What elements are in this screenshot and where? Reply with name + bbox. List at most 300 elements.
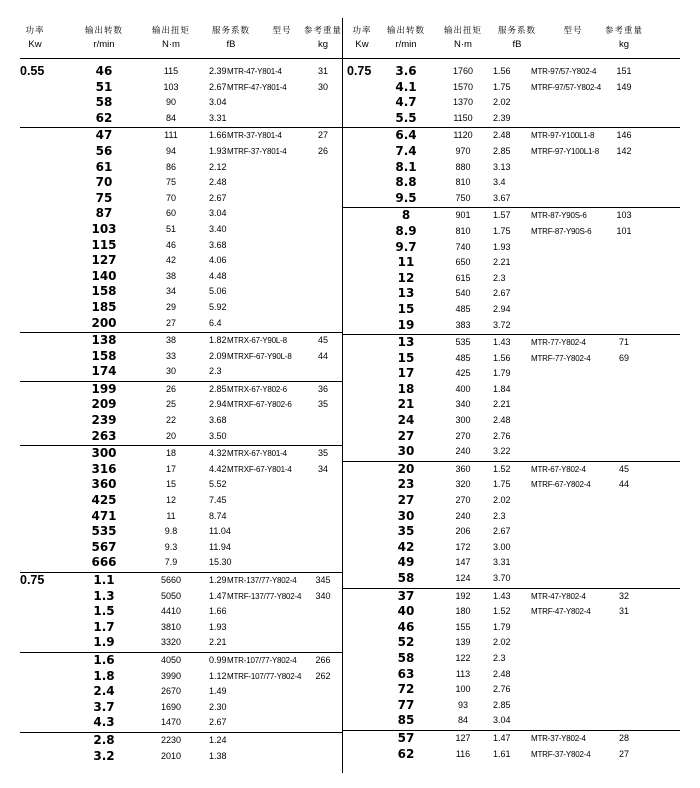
speed-cell: 3.6 [395, 64, 417, 78]
power-cell: 0.75 [20, 573, 45, 587]
torque-cell: 1570 [452, 81, 474, 92]
header-power-cn: 功率 [352, 26, 372, 36]
header-torque-cn: 输出扭矩 [151, 26, 190, 36]
torque-cell: 94 [165, 145, 176, 156]
table-row [20, 144, 342, 160]
factor-cell: 2.3 [493, 652, 506, 663]
factor-cell: 2.48 [493, 130, 511, 141]
speed-cell: 12 [397, 270, 415, 285]
header-weight-en: kg [317, 39, 329, 50]
speed-cell: 209 [91, 397, 117, 412]
factor-cell: 1.52 [493, 606, 511, 617]
table-row [20, 669, 342, 685]
row-group [20, 64, 342, 128]
torque-cell: 880 [455, 161, 471, 172]
table-row [343, 635, 680, 651]
weight-cell: 27 [618, 748, 629, 759]
table-row [20, 349, 342, 365]
torque-cell: 86 [165, 161, 176, 172]
table-row [343, 413, 680, 429]
table-row [20, 397, 342, 413]
speed-cell: 58 [397, 650, 415, 665]
weight-cell: 31 [317, 66, 328, 76]
torque-cell: 155 [455, 621, 471, 632]
table-row [343, 493, 680, 509]
model-cell: MTR-47-Y802-4 [531, 591, 586, 601]
factor-cell: 3.31 [209, 112, 227, 123]
table-row [343, 382, 680, 398]
table-row [343, 651, 680, 667]
torque-cell: 485 [455, 303, 471, 314]
torque-cell: 810 [455, 177, 471, 188]
factor-cell: 2.3 [209, 366, 222, 377]
speed-cell: 9.7 [395, 239, 417, 254]
factor-cell: 2.67 [493, 288, 511, 299]
torque-cell: 127 [455, 732, 471, 743]
factor-cell: 2.76 [493, 684, 511, 695]
factor-cell: 2.48 [493, 668, 511, 679]
factor-cell: 2.85 [209, 383, 227, 394]
table-row [343, 351, 680, 367]
factor-cell: 4.42 [209, 463, 227, 474]
torque-cell: 26 [165, 383, 176, 394]
factor-cell: 1.12 [209, 670, 227, 681]
factor-cell: 4.32 [209, 448, 227, 459]
speed-cell: 51 [95, 79, 113, 94]
speed-cell: 6.4 [395, 128, 417, 143]
speed-cell: 15 [397, 301, 415, 316]
table-row [20, 733, 342, 749]
header-torque [435, 24, 491, 52]
table-row [343, 555, 680, 571]
speed-cell: 75 [95, 190, 113, 205]
torque-cell: 93 [457, 699, 468, 710]
torque-cell: 2010 [160, 750, 182, 761]
weight-cell: 149 [616, 81, 632, 92]
header-power-cn: 功率 [25, 26, 45, 36]
factor-cell: 1.49 [209, 686, 227, 697]
speed-cell: 535 [91, 524, 117, 539]
header-model [543, 24, 603, 38]
torque-cell: 139 [455, 637, 471, 648]
factor-cell: 1.93 [493, 241, 511, 252]
table-row [20, 222, 342, 238]
table-row [343, 682, 680, 698]
factor-cell: 15.30 [209, 557, 232, 568]
factor-cell: 1.56 [493, 66, 511, 76]
model-cell: MTR-97/57-Y802-4 [531, 67, 597, 76]
factor-cell: 2.09 [209, 350, 227, 361]
table-row [343, 95, 680, 111]
torque-cell: 90 [165, 97, 176, 108]
factor-cell: 1.75 [493, 479, 511, 490]
row-group [20, 128, 342, 333]
torque-cell: 810 [455, 225, 471, 236]
table-row [20, 128, 342, 144]
torque-cell: 25 [165, 399, 176, 410]
weight-cell: 32 [618, 590, 629, 601]
speed-cell: 42 [397, 539, 415, 554]
torque-cell: 100 [455, 684, 471, 695]
factor-cell: 2.02 [493, 495, 511, 506]
model-cell: MTRF-37-Y802-4 [531, 749, 591, 759]
table-row [20, 749, 342, 765]
model-cell: MTR-107/77-Y802-4 [227, 655, 297, 665]
speed-cell: 1.1 [93, 573, 115, 587]
speed-cell: 30 [397, 508, 415, 523]
torque-cell: 1120 [453, 130, 473, 141]
factor-cell: 0.99 [209, 654, 227, 665]
table-row [343, 208, 680, 224]
header-power [347, 24, 377, 52]
table-row [20, 540, 342, 556]
speed-cell: 8.9 [395, 223, 417, 238]
speed-cell: 140 [91, 268, 117, 283]
left-table [20, 20, 342, 765]
speed-cell: 20 [397, 461, 415, 476]
model-cell: MTRX-67-Y801-4 [227, 449, 287, 459]
torque-cell: 11 [166, 510, 176, 521]
speed-cell: 1.3 [93, 588, 115, 603]
torque-cell: 60 [165, 208, 176, 219]
factor-cell: 1.93 [209, 621, 227, 632]
header-speed [376, 24, 436, 52]
factor-cell: 2.02 [493, 637, 511, 648]
torque-cell: 17 [165, 463, 176, 474]
speed-cell: 471 [91, 508, 117, 523]
table-row [343, 80, 680, 96]
header-torque-en: N·m [454, 39, 472, 50]
header-speed-en: r/min [93, 39, 115, 50]
speed-cell: 115 [91, 237, 117, 252]
speed-cell: 5.5 [395, 110, 417, 125]
torque-cell: 30 [165, 366, 176, 377]
weight-cell: 34 [317, 463, 328, 474]
torque-cell: 34 [165, 286, 176, 297]
torque-cell: 12 [165, 495, 176, 506]
speed-cell: 158 [91, 348, 117, 363]
torque-cell: 9.8 [164, 526, 178, 537]
weight-cell: 142 [616, 145, 632, 156]
table-row [20, 620, 342, 636]
torque-cell: 7.9 [164, 557, 178, 568]
factor-cell: 2.76 [493, 430, 511, 441]
torque-cell: 51 [165, 223, 176, 234]
model-cell: MTRF-137/77-Y802-4 [227, 591, 302, 601]
header-factor-cn: 服务系数 [211, 26, 250, 36]
factor-cell: 1.57 [493, 210, 511, 221]
factor-cell: 1.75 [493, 81, 511, 92]
speed-cell: 1.7 [93, 619, 115, 634]
speed-cell: 127 [91, 253, 117, 268]
factor-cell: 3.68 [209, 239, 227, 250]
speed-cell: 7.4 [395, 143, 417, 158]
factor-cell: 2.21 [493, 257, 511, 268]
row-group [20, 333, 342, 382]
row-group [20, 446, 342, 573]
torque-cell: 192 [455, 590, 471, 601]
factor-cell: 1.61 [493, 748, 511, 759]
weight-cell: 262 [315, 670, 331, 681]
weight-cell: 35 [317, 448, 328, 459]
table-row [343, 429, 680, 445]
table-row [20, 206, 342, 222]
factor-cell: 3.04 [209, 97, 227, 108]
table-row [20, 604, 342, 620]
model-cell: MTRF-97-Y100L1-8 [531, 146, 599, 156]
speed-cell: 1.8 [93, 668, 115, 683]
factor-cell: 5.92 [209, 301, 227, 312]
factor-cell: 2.21 [493, 399, 511, 410]
row-group [343, 731, 680, 763]
table-row [343, 589, 680, 605]
speed-cell: 40 [397, 604, 415, 619]
table-row [20, 477, 342, 493]
left-table-body [20, 64, 342, 765]
table-row [20, 253, 342, 269]
weight-cell: 151 [616, 66, 632, 76]
factor-cell: 1.79 [493, 368, 511, 379]
table-row [20, 589, 342, 605]
table-row [20, 653, 342, 669]
model-cell: MTR-77-Y802-4 [531, 338, 586, 348]
table-row [20, 382, 342, 398]
table-row [343, 571, 680, 587]
speed-cell: 300 [91, 446, 117, 461]
table-row [20, 333, 342, 349]
table-row [343, 620, 680, 636]
factor-cell: 1.52 [493, 463, 511, 474]
header-weight-en: kg [618, 39, 630, 50]
table-row [343, 698, 680, 714]
torque-cell: 124 [455, 573, 471, 583]
table-row [343, 509, 680, 525]
factor-cell: 1.38 [209, 750, 227, 761]
right-table-body [343, 64, 680, 763]
torque-cell: 147 [455, 557, 471, 568]
factor-cell: 3.70 [493, 573, 511, 583]
speed-cell: 8.1 [395, 159, 417, 174]
table-row [20, 191, 342, 207]
model-cell: MTRXF-67-Y90L-8 [227, 351, 292, 361]
table-row [20, 111, 342, 127]
weight-cell: 36 [317, 383, 328, 394]
table-row [20, 80, 342, 96]
speed-cell: 27 [397, 493, 415, 508]
factor-cell: 2.02 [493, 97, 511, 108]
header-weight [601, 24, 647, 52]
torque-cell: 206 [455, 526, 471, 537]
table-row [343, 175, 680, 191]
table-row [343, 667, 680, 683]
table-row [343, 335, 680, 351]
factor-cell: 1.43 [493, 337, 511, 348]
torque-cell: 5660 [160, 575, 182, 585]
table-row [343, 462, 680, 478]
speed-cell: 72 [397, 682, 415, 697]
speed-cell: 4.1 [395, 79, 417, 94]
model-cell: MTR-47-Y801-4 [227, 67, 282, 76]
factor-cell: 2.39 [209, 66, 227, 76]
row-group [343, 335, 680, 462]
model-cell: MTR-87-Y90S-6 [531, 211, 587, 221]
speed-cell: 1.6 [93, 652, 115, 667]
power-cell: 0.75 [347, 64, 372, 78]
factor-cell: 1.82 [209, 335, 227, 346]
weight-cell: 69 [618, 352, 629, 363]
table-row [343, 128, 680, 144]
table-row [343, 144, 680, 160]
speed-cell: 77 [397, 697, 415, 712]
row-group [343, 462, 680, 589]
factor-cell: 2.48 [209, 177, 227, 188]
speed-cell: 23 [397, 477, 415, 492]
torque-cell: 240 [455, 446, 471, 457]
torque-cell: 383 [455, 319, 471, 330]
torque-cell: 270 [455, 495, 471, 506]
factor-cell: 3.50 [209, 430, 227, 441]
speed-cell: 62 [95, 110, 113, 125]
model-cell: MTRX-67-Y90L-8 [227, 336, 287, 346]
speed-cell: 21 [397, 397, 415, 412]
torque-cell: 20 [165, 430, 176, 441]
weight-cell: 35 [317, 399, 328, 410]
factor-cell: 2.67 [209, 81, 227, 92]
speed-cell: 46 [95, 64, 113, 78]
header-weight-cn: 参考重量 [604, 26, 643, 36]
model-cell: MTRXF-67-Y802-6 [227, 400, 292, 410]
speed-cell: 2.4 [93, 684, 115, 699]
weight-cell: 30 [317, 81, 328, 92]
header-factor-en: fB [226, 39, 236, 50]
speed-cell: 70 [95, 175, 113, 190]
torque-cell: 485 [455, 352, 471, 363]
speed-cell: 103 [91, 221, 117, 236]
factor-cell: 3.04 [493, 715, 511, 726]
table-row [343, 255, 680, 271]
table-row [343, 540, 680, 556]
speed-cell: 13 [397, 335, 415, 350]
torque-cell: 122 [455, 652, 471, 663]
speed-cell: 9.5 [395, 190, 417, 205]
speed-cell: 360 [91, 477, 117, 492]
speed-cell: 316 [91, 461, 117, 476]
table-row [343, 366, 680, 382]
table-row [20, 238, 342, 254]
torque-cell: 1150 [453, 112, 473, 123]
speed-cell: 11 [397, 255, 415, 270]
torque-cell: 650 [455, 257, 471, 268]
torque-cell: 1690 [160, 701, 182, 712]
model-cell: MTRF-107/77-Y802-4 [227, 671, 302, 681]
speed-cell: 13 [397, 286, 415, 301]
weight-cell: 146 [616, 130, 632, 141]
torque-cell: 740 [455, 241, 471, 252]
table-row [343, 524, 680, 540]
speed-cell: 3.2 [93, 748, 115, 763]
table-row [343, 240, 680, 256]
factor-cell: 1.47 [209, 590, 227, 601]
torque-cell: 1760 [452, 66, 474, 76]
table-row [20, 555, 342, 571]
header-power-en: Kw [28, 39, 42, 50]
factor-cell: 2.94 [493, 303, 511, 314]
model-cell: MTR-67-Y802-4 [531, 464, 586, 474]
speed-cell: 199 [91, 381, 117, 396]
factor-cell: 5.06 [209, 286, 227, 297]
table-row [20, 269, 342, 285]
torque-cell: 750 [455, 192, 471, 203]
header-weight [301, 24, 345, 52]
speed-cell: 15 [397, 350, 415, 365]
factor-cell: 1.24 [209, 734, 227, 745]
torque-cell: 115 [163, 66, 179, 76]
factor-cell: 5.52 [209, 479, 227, 490]
factor-cell: 6.4 [209, 317, 222, 328]
row-group [20, 382, 342, 446]
torque-cell: 300 [455, 415, 471, 426]
table-row [20, 524, 342, 540]
table-row [343, 286, 680, 302]
model-cell: MTRF-97/57-Y802-4 [531, 82, 601, 92]
speed-cell: 200 [91, 315, 117, 330]
table-row [343, 191, 680, 207]
factor-cell: 2.67 [493, 526, 511, 537]
factor-cell: 1.84 [493, 383, 511, 394]
torque-cell: 535 [455, 337, 471, 348]
factor-cell: 1.56 [493, 352, 511, 363]
header-speed-en: r/min [395, 39, 417, 50]
torque-cell: 615 [455, 272, 471, 283]
torque-cell: 2670 [160, 686, 182, 697]
torque-cell: 111 [164, 130, 178, 141]
torque-cell: 360 [455, 463, 471, 474]
torque-cell: 270 [455, 430, 471, 441]
factor-cell: 2.3 [493, 510, 506, 521]
header-power [20, 24, 50, 52]
table-row [343, 713, 680, 729]
factor-cell: 2.30 [209, 701, 227, 712]
speed-cell: 174 [91, 364, 117, 379]
speed-cell: 24 [397, 413, 415, 428]
speed-cell: 47 [95, 128, 113, 143]
factor-cell: 1.66 [209, 606, 227, 617]
model-cell: MTR-37-Y802-4 [531, 733, 586, 743]
speed-cell: 30 [397, 444, 415, 459]
torque-cell: 340 [455, 399, 471, 410]
factor-cell: 3.22 [493, 446, 511, 457]
table-row [343, 271, 680, 287]
speed-cell: 58 [397, 571, 415, 585]
torque-cell: 33 [165, 350, 176, 361]
left-table-header [20, 20, 342, 59]
factor-cell: 3.13 [493, 161, 511, 172]
factor-cell: 2.48 [493, 415, 511, 426]
factor-cell: 11.04 [209, 526, 231, 537]
speed-cell: 85 [397, 713, 415, 728]
factor-cell: 3.00 [493, 541, 511, 552]
torque-cell: 172 [455, 541, 471, 552]
header-torque-cn: 输出扭矩 [443, 26, 482, 36]
factor-cell: 2.39 [493, 112, 511, 123]
speed-cell: 63 [397, 666, 415, 681]
factor-cell: 2.67 [209, 717, 227, 728]
table-row [343, 111, 680, 127]
torque-cell: 84 [457, 715, 468, 726]
header-factor [489, 24, 545, 52]
model-cell: MTRX-67-Y802-6 [227, 384, 287, 394]
table-row [20, 700, 342, 716]
